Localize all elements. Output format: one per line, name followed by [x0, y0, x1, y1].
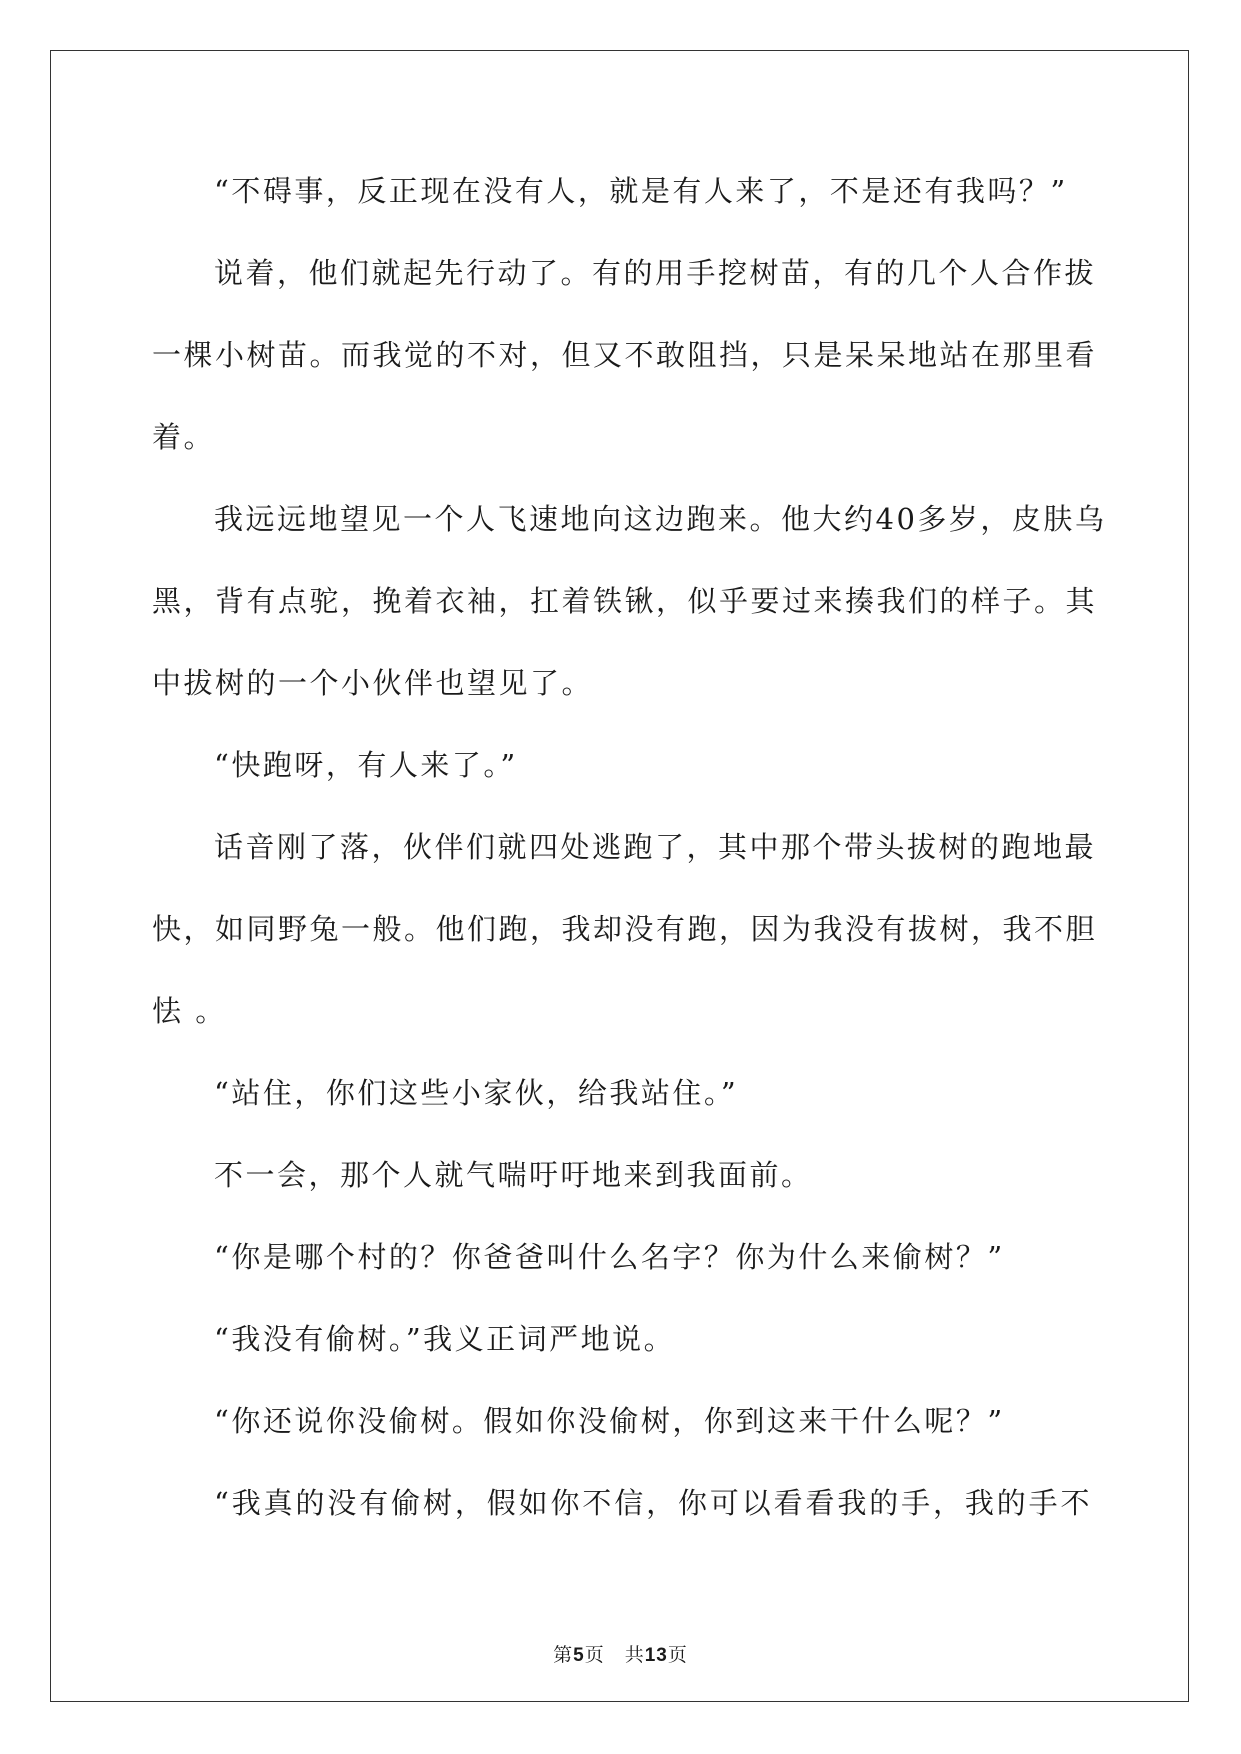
text-line: 中拔树的一个小伙伴也望见了。: [152, 666, 594, 700]
text-line: 怯 。: [152, 994, 227, 1028]
text-line: 黑，背有点驼，挽着衣袖，扛着铁锹，似乎要过来揍我们的样子。其: [152, 584, 1098, 618]
footer-suffix: 页: [667, 1644, 688, 1666]
text-line: 着。: [152, 420, 216, 454]
total-page-count: 13: [644, 1645, 668, 1666]
text-line: 话音刚了落，伙伴们就四处逃跑了，其中那个带头拔树的跑地最: [214, 830, 1097, 864]
text-line: “你是哪个村的？你爸爸叫什么名字？你为什么来偷树？”: [214, 1240, 1005, 1274]
text-line: “你还说你没偷树。假如你没偷树，你到这来干什么呢？”: [214, 1404, 1005, 1438]
text-line: 说着，他们就起先行动了。有的用手挖树苗，有的几个人合作拔: [214, 256, 1097, 290]
text-line: 不一会，那个人就气喘吁吁地来到我面前。: [214, 1158, 813, 1192]
text-line: “站住，你们这些小家伙，给我站住。”: [214, 1076, 739, 1110]
document-body: [152, 160, 1107, 1554]
text-line: 一棵小树苗。而我觉的不对，但又不敢阻挡，只是呆呆地站在那里看: [152, 338, 1098, 372]
text-line: “我真的没有偷树，假如你不信，你可以看看我的手，我的手不: [214, 1486, 1092, 1520]
footer-middle: 页 共: [584, 1644, 645, 1666]
text-line: “我没有偷树。”我义正词严地说。: [214, 1322, 676, 1356]
text-line: “不碍事，反正现在没有人，就是有人来了，不是还有我吗？”: [214, 174, 1068, 208]
text-line: “快跑呀，有人来了。”: [214, 748, 518, 782]
text-line: 快，如同野兔一般。他们跑，我却没有跑，因为我没有拔树，我不胆: [152, 912, 1098, 946]
current-page-number: 5: [573, 1645, 585, 1666]
text-line: 我远远地望见一个人飞速地向这边跑来。他大约40多岁，皮肤乌: [214, 502, 1107, 536]
page-footer: [0, 1640, 1241, 1667]
footer-prefix: 第: [553, 1644, 574, 1666]
